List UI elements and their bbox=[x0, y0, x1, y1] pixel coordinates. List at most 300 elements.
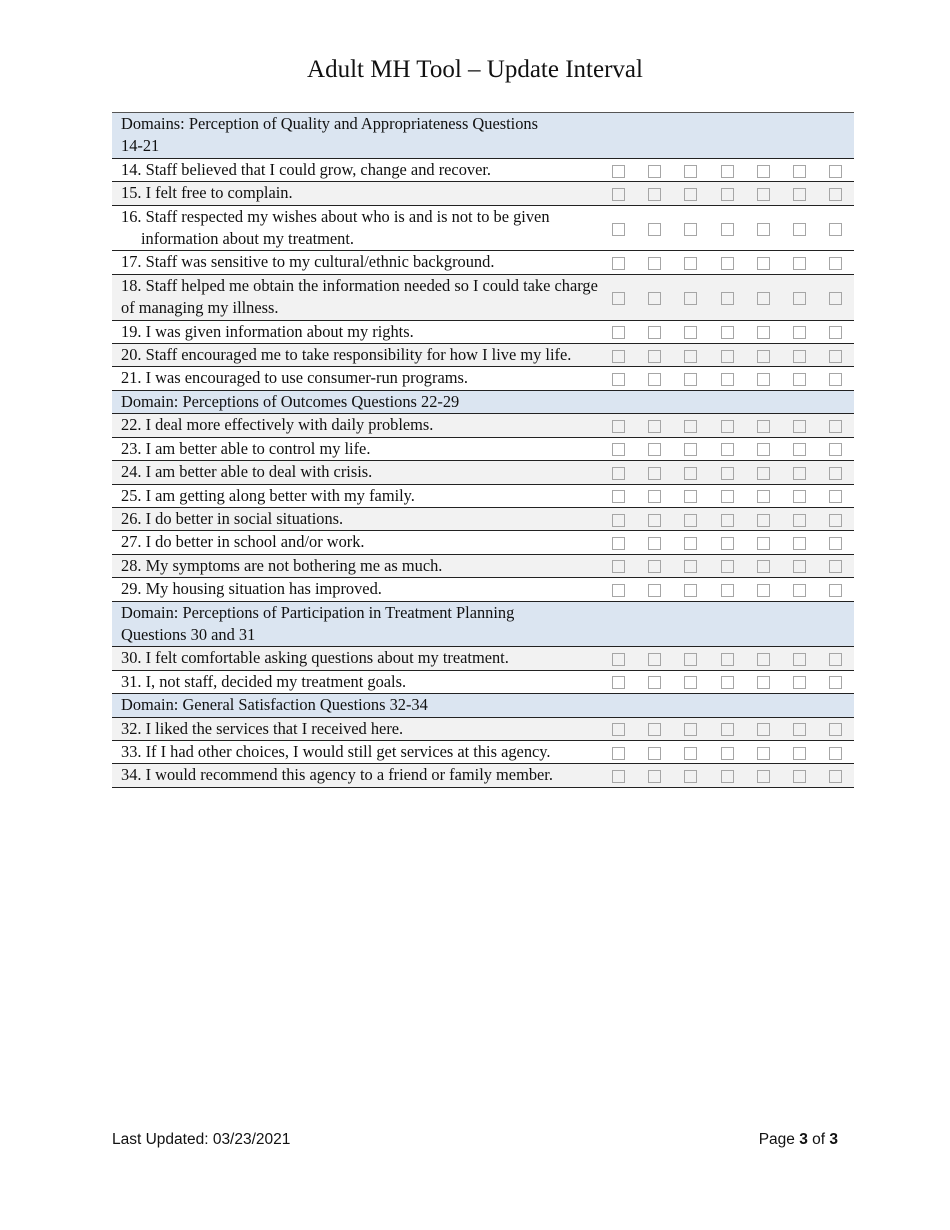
question-row bbox=[112, 274, 854, 320]
response-checkbox[interactable] bbox=[757, 223, 770, 236]
response-checkbox[interactable] bbox=[793, 188, 806, 201]
response-checkbox[interactable] bbox=[648, 490, 661, 503]
checkbox-cell bbox=[600, 344, 636, 367]
checkbox-cell bbox=[673, 740, 709, 763]
response-checkbox[interactable] bbox=[793, 443, 806, 456]
checkbox-cell bbox=[781, 484, 817, 507]
response-checkbox[interactable] bbox=[648, 653, 661, 666]
checkbox-cell bbox=[745, 437, 781, 460]
response-checkbox[interactable] bbox=[721, 326, 734, 339]
response-checkbox[interactable] bbox=[757, 373, 770, 386]
response-checkbox[interactable] bbox=[829, 165, 842, 178]
checkbox-cell bbox=[673, 531, 709, 554]
checkbox-cell bbox=[818, 670, 854, 693]
checkbox-cell bbox=[745, 461, 781, 484]
response-checkbox[interactable] bbox=[757, 257, 770, 270]
last-updated: Last Updated: 03/23/2021 bbox=[112, 1131, 291, 1148]
checkbox-cell bbox=[709, 670, 745, 693]
response-checkbox[interactable] bbox=[612, 653, 625, 666]
response-checkbox[interactable] bbox=[648, 165, 661, 178]
checkbox-cell bbox=[600, 507, 636, 530]
response-checkbox[interactable] bbox=[829, 747, 842, 760]
response-checkbox[interactable] bbox=[612, 443, 625, 456]
response-checkbox[interactable] bbox=[612, 350, 625, 363]
response-checkbox[interactable] bbox=[721, 350, 734, 363]
question-cell bbox=[112, 484, 600, 507]
checkbox-cell bbox=[673, 484, 709, 507]
response-checkbox[interactable] bbox=[793, 514, 806, 527]
response-checkbox[interactable] bbox=[648, 537, 661, 550]
response-checkbox[interactable] bbox=[829, 560, 842, 573]
question-cell bbox=[112, 182, 600, 205]
response-checkbox[interactable] bbox=[612, 560, 625, 573]
response-checkbox[interactable] bbox=[684, 514, 697, 527]
checkbox-cell bbox=[709, 554, 745, 577]
response-checkbox[interactable] bbox=[648, 560, 661, 573]
response-checkbox[interactable] bbox=[721, 257, 734, 270]
response-checkbox[interactable] bbox=[684, 257, 697, 270]
checkbox-cell bbox=[818, 158, 854, 181]
response-checkbox[interactable] bbox=[829, 257, 842, 270]
question-cell bbox=[112, 274, 600, 320]
response-checkbox[interactable] bbox=[684, 676, 697, 689]
checkbox-cell bbox=[709, 578, 745, 601]
checkbox-cell bbox=[745, 578, 781, 601]
question-cell bbox=[112, 531, 600, 554]
response-checkbox[interactable] bbox=[648, 676, 661, 689]
response-checkbox[interactable] bbox=[612, 584, 625, 597]
response-checkbox[interactable] bbox=[721, 165, 734, 178]
response-checkbox[interactable] bbox=[721, 770, 734, 783]
checkbox-cell bbox=[600, 437, 636, 460]
checkbox-cell bbox=[745, 367, 781, 390]
response-checkbox[interactable] bbox=[829, 373, 842, 386]
response-checkbox[interactable] bbox=[757, 676, 770, 689]
question-cell bbox=[112, 554, 600, 577]
response-checkbox[interactable] bbox=[793, 490, 806, 503]
checkbox-cell bbox=[600, 717, 636, 740]
checkbox-cell bbox=[781, 717, 817, 740]
question-text: 34. I would recommend this agency to a friend or family member. bbox=[121, 765, 553, 785]
question-text: 21. I was encouraged to use consumer-run programs. bbox=[121, 368, 468, 388]
checkbox-cell bbox=[636, 182, 672, 205]
response-checkbox[interactable] bbox=[757, 747, 770, 760]
question-row bbox=[112, 484, 854, 507]
domain-header bbox=[112, 601, 854, 647]
question-cell bbox=[112, 320, 600, 343]
response-checkbox[interactable] bbox=[684, 326, 697, 339]
response-checkbox[interactable] bbox=[684, 560, 697, 573]
response-checkbox[interactable] bbox=[648, 326, 661, 339]
response-checkbox[interactable] bbox=[721, 292, 734, 305]
checkbox-cell bbox=[781, 578, 817, 601]
checkbox-cell bbox=[636, 647, 672, 670]
response-checkbox[interactable] bbox=[829, 188, 842, 201]
response-checkbox[interactable] bbox=[757, 350, 770, 363]
question-text: 26. I do better in social situations. bbox=[121, 508, 344, 528]
domain-header-label: Domain: General Satisfaction Questions 32-34 bbox=[121, 695, 428, 715]
domain-header-label: Domain: Perceptions of Participation in Treatment Planning Questions 30 and 31 bbox=[121, 602, 515, 644]
response-checkbox[interactable] bbox=[721, 560, 734, 573]
question-row bbox=[112, 158, 854, 181]
question-text: 17. Staff was sensitive to my cultural/ethnic background. bbox=[121, 252, 495, 272]
question-row bbox=[112, 320, 854, 343]
question-row bbox=[112, 647, 854, 670]
checkbox-cell bbox=[600, 320, 636, 343]
checkbox-cell bbox=[600, 274, 636, 320]
response-checkbox[interactable] bbox=[757, 326, 770, 339]
response-checkbox[interactable] bbox=[829, 350, 842, 363]
response-checkbox[interactable] bbox=[829, 537, 842, 550]
response-checkbox[interactable] bbox=[829, 443, 842, 456]
response-checkbox[interactable] bbox=[757, 490, 770, 503]
checkbox-cell bbox=[818, 740, 854, 763]
checkbox-cell bbox=[781, 740, 817, 763]
response-checkbox[interactable] bbox=[612, 292, 625, 305]
response-checkbox[interactable] bbox=[648, 770, 661, 783]
checkbox-cell bbox=[781, 764, 817, 787]
response-checkbox[interactable] bbox=[612, 770, 625, 783]
response-checkbox[interactable] bbox=[793, 560, 806, 573]
question-cell bbox=[112, 717, 600, 740]
response-checkbox[interactable] bbox=[612, 188, 625, 201]
checkbox-cell bbox=[636, 251, 672, 274]
checkbox-cell bbox=[745, 764, 781, 787]
checkbox-cell bbox=[818, 484, 854, 507]
response-checkbox[interactable] bbox=[757, 420, 770, 433]
checkbox-cell bbox=[636, 764, 672, 787]
question-text: 22. I deal more effectively with daily problems. bbox=[121, 415, 434, 435]
response-checkbox[interactable] bbox=[648, 257, 661, 270]
response-checkbox[interactable] bbox=[648, 223, 661, 236]
response-checkbox[interactable] bbox=[684, 443, 697, 456]
response-checkbox[interactable] bbox=[612, 223, 625, 236]
response-checkbox[interactable] bbox=[757, 537, 770, 550]
checkbox-cell bbox=[781, 531, 817, 554]
response-checkbox[interactable] bbox=[793, 676, 806, 689]
response-checkbox[interactable] bbox=[757, 584, 770, 597]
question-text: 24. I am better able to deal with crisis. bbox=[121, 462, 373, 482]
question-cell bbox=[112, 367, 600, 390]
checkbox-cell bbox=[818, 764, 854, 787]
response-checkbox[interactable] bbox=[684, 584, 697, 597]
response-checkbox[interactable] bbox=[793, 653, 806, 666]
response-checkbox[interactable] bbox=[612, 723, 625, 736]
checkbox-cell bbox=[745, 274, 781, 320]
checkbox-cell bbox=[673, 367, 709, 390]
checkbox-cell bbox=[818, 274, 854, 320]
question-row bbox=[112, 670, 854, 693]
response-checkbox[interactable] bbox=[612, 420, 625, 433]
response-checkbox[interactable] bbox=[721, 373, 734, 386]
question-text: 14. Staff believed that I could grow, change and recover. bbox=[121, 159, 492, 179]
response-checkbox[interactable] bbox=[757, 560, 770, 573]
checkbox-cell bbox=[745, 717, 781, 740]
response-checkbox[interactable] bbox=[721, 514, 734, 527]
question-cell bbox=[112, 437, 600, 460]
domain-header bbox=[112, 113, 854, 159]
response-checkbox[interactable] bbox=[612, 490, 625, 503]
checkbox-cell bbox=[673, 344, 709, 367]
checkbox-cell bbox=[673, 274, 709, 320]
response-checkbox[interactable] bbox=[757, 770, 770, 783]
checkbox-cell bbox=[818, 437, 854, 460]
question-row bbox=[112, 764, 854, 787]
response-checkbox[interactable] bbox=[684, 747, 697, 760]
checkbox-cell bbox=[600, 578, 636, 601]
question-row bbox=[112, 717, 854, 740]
response-checkbox[interactable] bbox=[721, 676, 734, 689]
response-checkbox[interactable] bbox=[829, 584, 842, 597]
response-checkbox[interactable] bbox=[829, 467, 842, 480]
checkbox-cell bbox=[636, 484, 672, 507]
response-checkbox[interactable] bbox=[684, 292, 697, 305]
response-checkbox[interactable] bbox=[648, 467, 661, 480]
checkbox-cell bbox=[745, 414, 781, 437]
checkbox-cell bbox=[709, 740, 745, 763]
checkbox-cell bbox=[600, 205, 636, 251]
response-checkbox[interactable] bbox=[793, 770, 806, 783]
checkbox-cell bbox=[673, 251, 709, 274]
response-checkbox[interactable] bbox=[793, 223, 806, 236]
response-checkbox[interactable] bbox=[721, 443, 734, 456]
checkbox-cell bbox=[745, 554, 781, 577]
checkbox-cell bbox=[673, 158, 709, 181]
checkbox-cell bbox=[745, 344, 781, 367]
response-checkbox[interactable] bbox=[829, 653, 842, 666]
response-checkbox[interactable] bbox=[793, 747, 806, 760]
checkbox-cell bbox=[781, 414, 817, 437]
response-checkbox[interactable] bbox=[829, 770, 842, 783]
checkbox-cell bbox=[745, 647, 781, 670]
response-checkbox[interactable] bbox=[612, 257, 625, 270]
checkbox-cell bbox=[673, 764, 709, 787]
response-checkbox[interactable] bbox=[721, 223, 734, 236]
question-cell bbox=[112, 205, 600, 251]
question-text: 27. I do better in school and/or work. bbox=[121, 532, 365, 552]
checkbox-cell bbox=[709, 414, 745, 437]
response-checkbox[interactable] bbox=[648, 747, 661, 760]
checkbox-cell bbox=[818, 205, 854, 251]
response-checkbox[interactable] bbox=[829, 514, 842, 527]
response-checkbox[interactable] bbox=[829, 676, 842, 689]
response-checkbox[interactable] bbox=[793, 723, 806, 736]
response-checkbox[interactable] bbox=[829, 223, 842, 236]
response-checkbox[interactable] bbox=[648, 420, 661, 433]
response-checkbox[interactable] bbox=[684, 165, 697, 178]
checkbox-cell bbox=[636, 414, 672, 437]
checkbox-cell bbox=[745, 531, 781, 554]
checkbox-cell bbox=[818, 344, 854, 367]
response-checkbox[interactable] bbox=[648, 373, 661, 386]
question-text: 32. I liked the services that I received here. bbox=[121, 718, 404, 738]
response-checkbox[interactable] bbox=[793, 584, 806, 597]
response-checkbox[interactable] bbox=[721, 653, 734, 666]
response-checkbox[interactable] bbox=[829, 326, 842, 339]
checkbox-cell bbox=[600, 182, 636, 205]
question-cell bbox=[112, 507, 600, 530]
checkbox-cell bbox=[673, 507, 709, 530]
question-cell bbox=[112, 670, 600, 693]
response-checkbox[interactable] bbox=[721, 747, 734, 760]
checkbox-cell bbox=[781, 182, 817, 205]
response-checkbox[interactable] bbox=[721, 188, 734, 201]
response-checkbox[interactable] bbox=[612, 514, 625, 527]
question-row bbox=[112, 182, 854, 205]
response-checkbox[interactable] bbox=[793, 326, 806, 339]
question-text: 30. I felt comfortable asking questions about my treatment. bbox=[121, 648, 509, 668]
response-checkbox[interactable] bbox=[648, 723, 661, 736]
question-row bbox=[112, 414, 854, 437]
checkbox-cell bbox=[709, 437, 745, 460]
response-checkbox[interactable] bbox=[684, 188, 697, 201]
question-text: 18. Staff helped me obtain the information needed so I could take charge of managing my illness. bbox=[121, 275, 598, 318]
response-checkbox[interactable] bbox=[684, 373, 697, 386]
response-checkbox[interactable] bbox=[793, 537, 806, 550]
response-checkbox[interactable] bbox=[612, 747, 625, 760]
checkbox-cell bbox=[636, 344, 672, 367]
response-checkbox[interactable] bbox=[757, 467, 770, 480]
response-checkbox[interactable] bbox=[721, 467, 734, 480]
response-checkbox[interactable] bbox=[684, 537, 697, 550]
response-checkbox[interactable] bbox=[648, 584, 661, 597]
checkbox-cell bbox=[636, 437, 672, 460]
question-text: 20. Staff encouraged me to take responsibility for how I live my life. bbox=[121, 345, 572, 365]
domain-header bbox=[112, 390, 854, 413]
response-checkbox[interactable] bbox=[721, 584, 734, 597]
response-checkbox[interactable] bbox=[612, 326, 625, 339]
response-checkbox[interactable] bbox=[648, 514, 661, 527]
checkbox-cell bbox=[636, 205, 672, 251]
question-row bbox=[112, 437, 854, 460]
response-checkbox[interactable] bbox=[793, 373, 806, 386]
checkbox-cell bbox=[636, 274, 672, 320]
response-checkbox[interactable] bbox=[721, 420, 734, 433]
checkbox-cell bbox=[745, 251, 781, 274]
checkbox-cell bbox=[636, 717, 672, 740]
checkbox-cell bbox=[745, 507, 781, 530]
checkbox-cell bbox=[709, 507, 745, 530]
response-checkbox[interactable] bbox=[829, 292, 842, 305]
checkbox-cell bbox=[745, 320, 781, 343]
response-checkbox[interactable] bbox=[721, 723, 734, 736]
question-text: 33. If I had other choices, I would still get services at this agency. bbox=[121, 741, 551, 761]
response-checkbox[interactable] bbox=[757, 188, 770, 201]
checkbox-cell bbox=[636, 670, 672, 693]
response-checkbox[interactable] bbox=[684, 467, 697, 480]
response-checkbox[interactable] bbox=[684, 420, 697, 433]
checkbox-cell bbox=[818, 461, 854, 484]
response-checkbox[interactable] bbox=[612, 537, 625, 550]
question-cell bbox=[112, 344, 600, 367]
response-checkbox[interactable] bbox=[612, 165, 625, 178]
checkbox-cell bbox=[673, 578, 709, 601]
checkbox-cell bbox=[600, 414, 636, 437]
response-checkbox[interactable] bbox=[648, 350, 661, 363]
response-checkbox[interactable] bbox=[684, 223, 697, 236]
response-checkbox[interactable] bbox=[757, 292, 770, 305]
response-checkbox[interactable] bbox=[648, 188, 661, 201]
response-checkbox[interactable] bbox=[684, 350, 697, 363]
checkbox-cell bbox=[745, 182, 781, 205]
checkbox-cell bbox=[673, 717, 709, 740]
response-checkbox[interactable] bbox=[829, 490, 842, 503]
response-checkbox[interactable] bbox=[648, 292, 661, 305]
checkbox-cell bbox=[818, 554, 854, 577]
question-text: 19. I was given information about my rights. bbox=[121, 321, 414, 341]
question-cell bbox=[112, 251, 600, 274]
response-checkbox[interactable] bbox=[793, 467, 806, 480]
checkbox-cell bbox=[600, 461, 636, 484]
response-checkbox[interactable] bbox=[829, 723, 842, 736]
checkbox-cell bbox=[818, 647, 854, 670]
question-cell bbox=[112, 461, 600, 484]
checkbox-cell bbox=[781, 367, 817, 390]
response-checkbox[interactable] bbox=[757, 165, 770, 178]
checkbox-cell bbox=[781, 158, 817, 181]
domain-header-row bbox=[112, 113, 854, 159]
domain-header-row bbox=[112, 601, 854, 647]
question-cell bbox=[112, 740, 600, 763]
response-checkbox[interactable] bbox=[612, 676, 625, 689]
checkbox-cell bbox=[636, 158, 672, 181]
checkbox-cell bbox=[709, 274, 745, 320]
question-cell bbox=[112, 158, 600, 181]
response-checkbox[interactable] bbox=[757, 443, 770, 456]
domain-header bbox=[112, 694, 854, 717]
checkbox-cell bbox=[636, 461, 672, 484]
question-text: 28. My symptoms are not bothering me as much. bbox=[121, 555, 443, 575]
checkbox-cell bbox=[673, 461, 709, 484]
checkbox-cell bbox=[781, 274, 817, 320]
checkbox-cell bbox=[781, 554, 817, 577]
response-checkbox[interactable] bbox=[684, 723, 697, 736]
response-checkbox[interactable] bbox=[648, 443, 661, 456]
response-checkbox[interactable] bbox=[684, 653, 697, 666]
question-cell bbox=[112, 414, 600, 437]
checkbox-cell bbox=[709, 182, 745, 205]
response-checkbox[interactable] bbox=[793, 165, 806, 178]
checkbox-cell bbox=[781, 647, 817, 670]
response-checkbox[interactable] bbox=[684, 490, 697, 503]
survey-table bbox=[112, 112, 854, 788]
response-checkbox[interactable] bbox=[793, 257, 806, 270]
response-checkbox[interactable] bbox=[684, 770, 697, 783]
checkbox-cell bbox=[636, 578, 672, 601]
response-checkbox[interactable] bbox=[757, 514, 770, 527]
checkbox-cell bbox=[818, 182, 854, 205]
response-checkbox[interactable] bbox=[757, 723, 770, 736]
checkbox-cell bbox=[636, 507, 672, 530]
checkbox-cell bbox=[709, 158, 745, 181]
checkbox-cell bbox=[781, 670, 817, 693]
question-row bbox=[112, 531, 854, 554]
checkbox-cell bbox=[709, 531, 745, 554]
checkbox-cell bbox=[600, 670, 636, 693]
response-checkbox[interactable] bbox=[721, 537, 734, 550]
checkbox-cell bbox=[745, 740, 781, 763]
response-checkbox[interactable] bbox=[793, 292, 806, 305]
checkbox-cell bbox=[673, 205, 709, 251]
response-checkbox[interactable] bbox=[612, 467, 625, 480]
response-checkbox[interactable] bbox=[612, 373, 625, 386]
response-checkbox[interactable] bbox=[793, 420, 806, 433]
response-checkbox[interactable] bbox=[829, 420, 842, 433]
response-checkbox[interactable] bbox=[721, 490, 734, 503]
checkbox-cell bbox=[636, 367, 672, 390]
response-checkbox[interactable] bbox=[757, 653, 770, 666]
response-checkbox[interactable] bbox=[793, 350, 806, 363]
